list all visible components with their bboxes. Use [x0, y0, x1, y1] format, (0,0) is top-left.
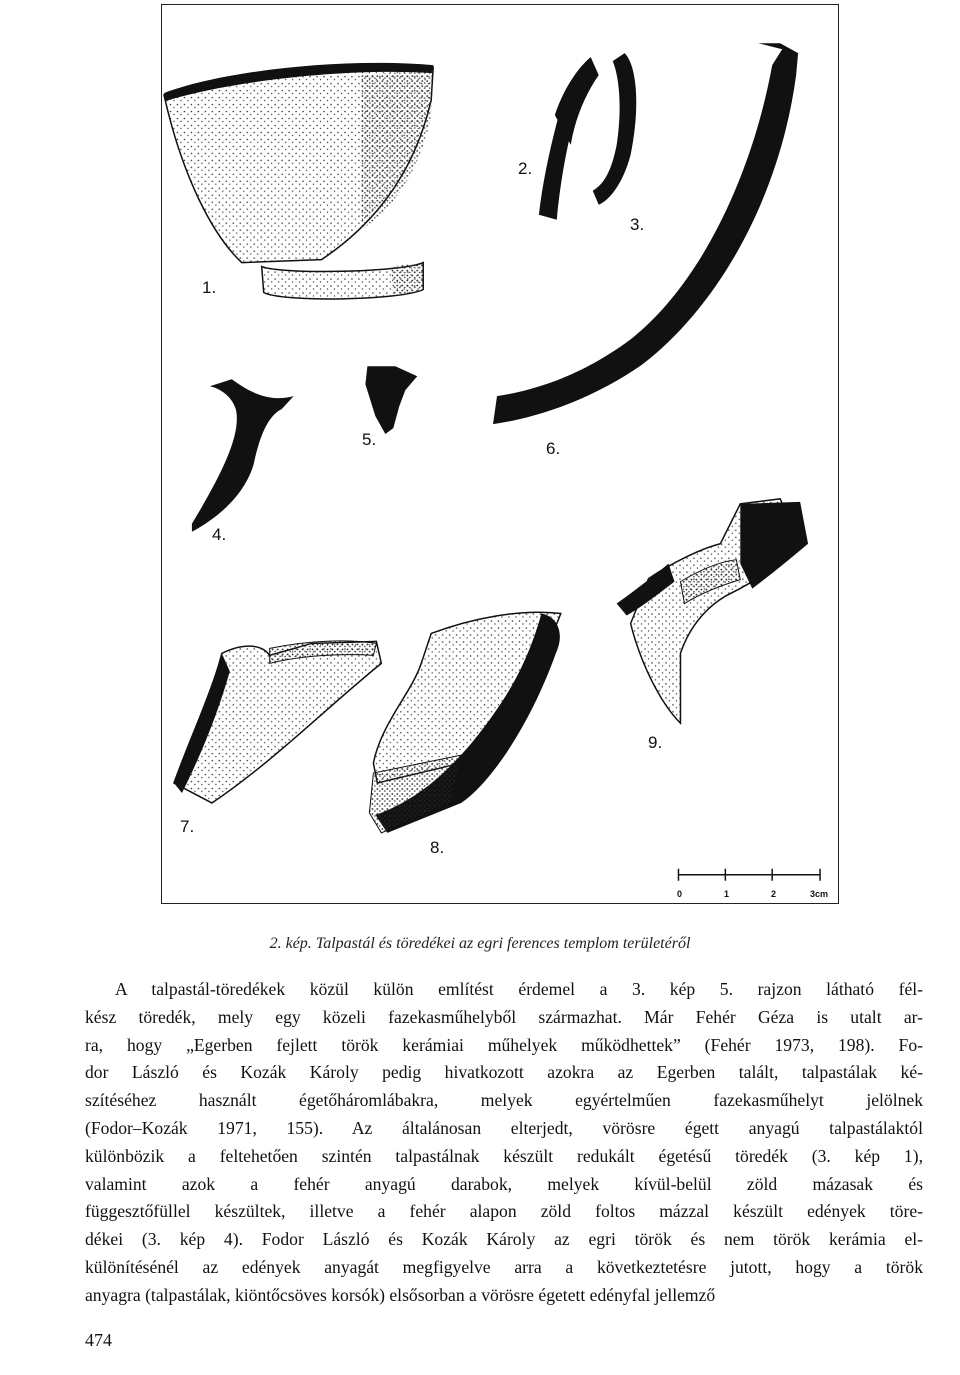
body-line: kész töredék, mely egy közeli fazekasműhelyből származhat. Már Fehér Géza is utalt ar- — [85, 1006, 923, 1027]
caption-text: Talpastál és töredékei az egri ferences templom területéről — [315, 935, 691, 952]
body-line: függesztőfüllel készültek, illetve a fehér alapon zöld foltos mázzal készült edények töre- — [85, 1201, 923, 1222]
page-number: 474 — [85, 1330, 112, 1350]
body-line: A talpastál-töredékek közül külön említést érdemel a 3. kép 5. rajzon látható fél- — [115, 979, 923, 999]
scale-tick-0: 0 — [677, 889, 683, 899]
fragment-9-base — [617, 499, 808, 723]
fragment-8-base — [369, 612, 560, 833]
figure-label-1: 1. — [202, 278, 217, 297]
fragment-7-base — [174, 641, 381, 803]
caption-prefix: 2. kép. — [269, 935, 312, 952]
body-line: dor László és Kozák Károly pedig hivatkozott azokra az Egerben talált, talpastálak ké- — [85, 1062, 923, 1083]
figure-label-6: 6. — [546, 439, 561, 458]
body-line: valamint azok a fehér anyagú darabok, melyek kívül-belül zöld mázasak és — [85, 1173, 923, 1194]
figure-label-5: 5. — [362, 430, 377, 449]
fragment-1-bowl — [164, 63, 433, 299]
fragment-3-profile — [593, 53, 637, 205]
body-line: szítéséhez használt égetőháromlábakra, melyek egyértelműen fazekasműhelyt jelölnek — [85, 1090, 923, 1111]
body-line: különítésénél az edények anyagát megfigyelve arra a következtetésre jutott, hogy a török — [85, 1256, 923, 1277]
body-line: dékei (3. kép 4). Fodor László és Kozák Károly az egri török és nem török kerámia el- — [85, 1229, 923, 1250]
figure-label-7: 7. — [180, 817, 195, 836]
fragment-2-rim — [539, 57, 599, 220]
figure-label-3: 3. — [630, 215, 645, 234]
figure-frame — [161, 4, 839, 904]
scale-unit-label: 3cm — [810, 889, 829, 899]
scale-tick-2: 2 — [771, 889, 777, 899]
body-line: különbözik a feltehetően szintén talpastálnak készült redukált égetésű töredék (3. kép 1), — [85, 1145, 923, 1166]
body-line: anyagra (talpastálak, kiöntőcsöves korsók) elsősorban a vörösre égetett edényfal jellemző — [85, 1284, 716, 1305]
figure-caption — [0, 935, 960, 953]
figure-label-4: 4. — [212, 525, 227, 544]
figure-label-8: 8. — [430, 838, 445, 857]
pottery-drawing — [162, 5, 838, 903]
fragment-4-foot — [192, 379, 294, 532]
scale-tick-1: 1 — [724, 889, 730, 899]
fragment-6-profile — [493, 43, 798, 424]
fragment-5-foot — [365, 366, 417, 434]
figure-label-9: 9. — [648, 733, 663, 752]
scale-bar — [678, 869, 820, 881]
figure-label-2: 2. — [518, 159, 533, 178]
body-line: (Fodor–Kozák 1971, 155). Az általánosan elterjedt, vörösre égett anyagú talpastálaktól — [85, 1117, 923, 1138]
body-paragraph — [85, 976, 923, 1310]
body-line: ra, hogy „Egerben fejlett török kerámiai műhelyek működhettek” (Fehér 1973, 198). Fo- — [85, 1034, 923, 1055]
